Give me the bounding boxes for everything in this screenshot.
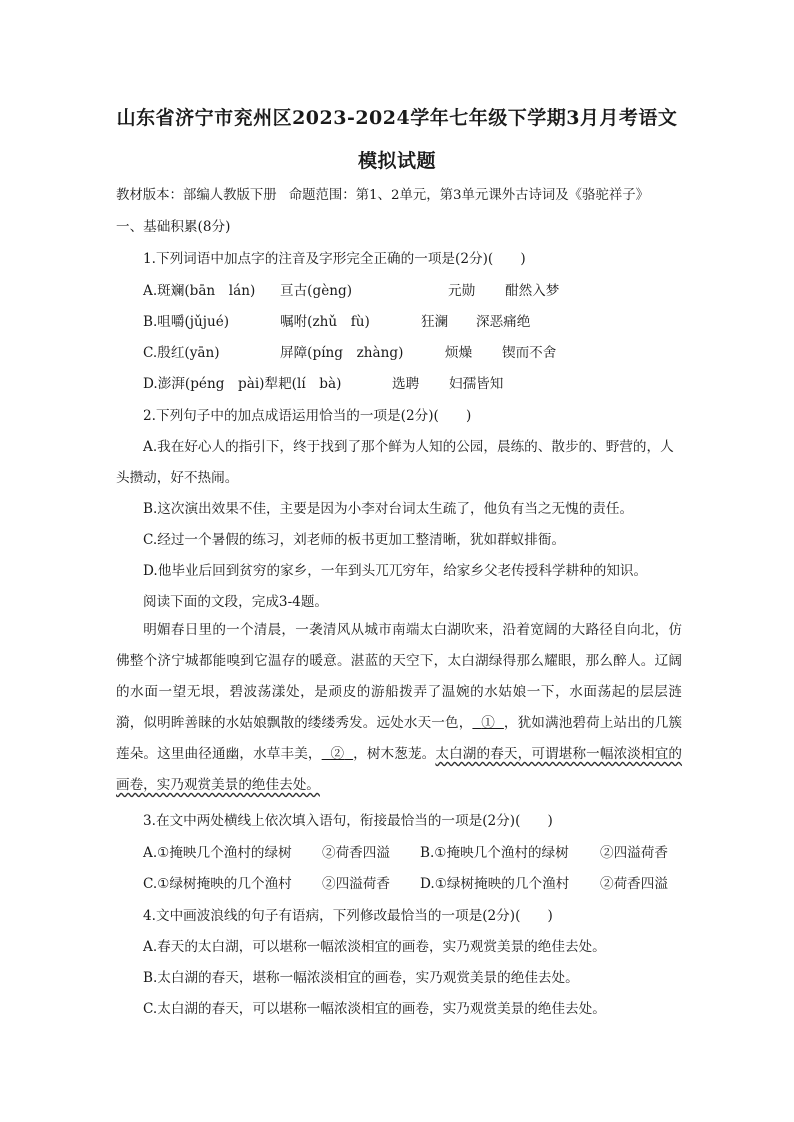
option-c-part3: 烦燥 <box>445 345 473 361</box>
question-3-stem: 3.在文中两处横线上依次填入语句，衔接最恰当的一项是(2分)( ) <box>143 813 553 829</box>
option-a-part3: 元勋 <box>448 283 476 299</box>
q3-option-d-2: ②荷香四溢 <box>600 876 668 892</box>
blank-2 <box>322 746 353 762</box>
option-b-part4: 深恶痛绝 <box>476 314 531 330</box>
question-4-stem: 4.文中画波浪线的句子有语病，下列修改最恰当的一项是(2分)( ) <box>143 908 553 924</box>
q3-option-c-2: ②四溢荷香 <box>322 876 390 892</box>
question-2-option-d: D.他毕业后回到贫穷的家乡，一年到头兀兀穷年，给家乡父老传授科学耕种的知识。 <box>143 563 648 579</box>
option-d-part4: 妇孺皆知 <box>449 376 504 392</box>
option-d-part1: D.澎湃(péng pài)犁耙(lí bà) <box>143 376 342 392</box>
question-4-option-c: C.太白湖的春天，可以堪称一幅浓淡相宜的画卷，实乃观赏美景的绝佳去处。 <box>143 1001 606 1017</box>
passage-part2: ，犹如满池碧荷上站出的几簇莲朵。这里曲径通幽，水草丰美， <box>116 715 682 762</box>
reading-passage <box>116 615 682 801</box>
textbook-edition: 教材版本：部编人教版下册 <box>116 188 277 203</box>
question-4-option-b: B.太白湖的春天，堪称一幅浓淡相宜的画卷，实乃观赏美景的绝佳去处。 <box>143 970 579 986</box>
option-a-part4: 酣然入梦 <box>505 283 560 299</box>
question-4-option-a: A.春天的太白湖，可以堪称一幅浓淡相宜的画卷，实乃观赏美景的绝佳去处。 <box>143 939 606 955</box>
question-2-option-a-line2: 头攒动，好不热闹。 <box>116 470 239 486</box>
q3-option-a-2: ②荷香四溢 <box>322 845 390 861</box>
section-heading: 一、基础积累(8分) <box>116 219 231 235</box>
option-b-part2: 嘱咐(zhǔ fù) <box>280 314 370 330</box>
q3-option-d-1: D.①绿树掩映的几个渔村 <box>420 876 570 892</box>
blank-1-label: ① <box>481 715 496 731</box>
q3-option-a-1: A.①掩映几个渔村的绿树 <box>143 845 292 861</box>
wavy-underlined-sentence: 太白湖的春天，可谓堪称一幅浓淡相宜的画卷，实乃观赏美景的绝佳去处。 <box>116 746 683 793</box>
question-2-option-a-line1: A.我在好心人的指引下，终于找到了那个鲜为人知的公园，晨练的、散步的、野营的，人 <box>143 439 674 455</box>
reading-intro: 阅读下面的文段，完成3-4题。 <box>143 594 329 610</box>
option-b-part1: B.咀嚼(jǔjué) <box>143 314 230 330</box>
blank-2-label: ② <box>330 746 345 762</box>
q3-option-b-2: ②四溢荷香 <box>600 845 668 861</box>
passage-part3: ，树木葱茏。 <box>353 746 436 762</box>
question-2-option-b: B.这次演出效果不佳，主要是因为小李对台词太生疏了，他负有当之无愧的责任。 <box>143 501 634 517</box>
option-c-part1: C.殷红(yān) <box>143 345 220 361</box>
option-b-part3: 狂澜 <box>421 314 449 330</box>
option-a-part2: 亘古(gèng) <box>280 283 352 299</box>
exam-info <box>116 184 649 203</box>
document-title-line2: 模拟试题 <box>357 150 436 172</box>
q3-option-b-1: B.①掩映几个渔村的绿树 <box>420 845 569 861</box>
question-2-stem: 2.下列句子中的加点成语运用恰当的一项是(2分)( ) <box>143 408 472 424</box>
question-2-option-c: C.经过一个暑假的练习，刘老师的板书更加工整清晰，犹如群蚁排衙。 <box>143 532 566 548</box>
option-c-part4: 锲而不舍 <box>502 345 557 361</box>
option-a-part1: A.斑斓(bān lán) <box>143 283 256 299</box>
blank-1 <box>472 715 503 731</box>
option-c-part2: 屏障(píng zhàng) <box>280 345 404 361</box>
exam-scope: 命题范围：第1、2单元，第3单元课外古诗词及《骆驼祥子》 <box>288 188 650 203</box>
document-title-line1: 山东省济宁市兖州区2023-2024学年七年级下学期3月月考语文 <box>116 107 678 129</box>
q3-option-c-1: C.①绿树掩映的几个渔村 <box>143 876 292 892</box>
option-d-part3: 选聘 <box>392 376 420 392</box>
question-1-stem: 1.下列词语中加点字的注音及字形完全正确的一项是(2分)( ) <box>143 251 526 267</box>
passage-part1: 明媚春日里的一个清晨，一袭清风从城市南端太白湖吹来，沿着宽阔的大路径自向北，仿佛整个济宁城都能嗅到它温存的暖意。湛蓝的天空下，太白湖绿得那么耀眼，那么醉人。辽阔的水面一望无垠，碧波荡漾处，是顽皮的游船拨弄了温婉的水姑娘一下，水面荡起的层层涟漪，似明眸善睐的水姑娘飘散的缕缕秀发。远处水天一色， <box>116 622 682 731</box>
